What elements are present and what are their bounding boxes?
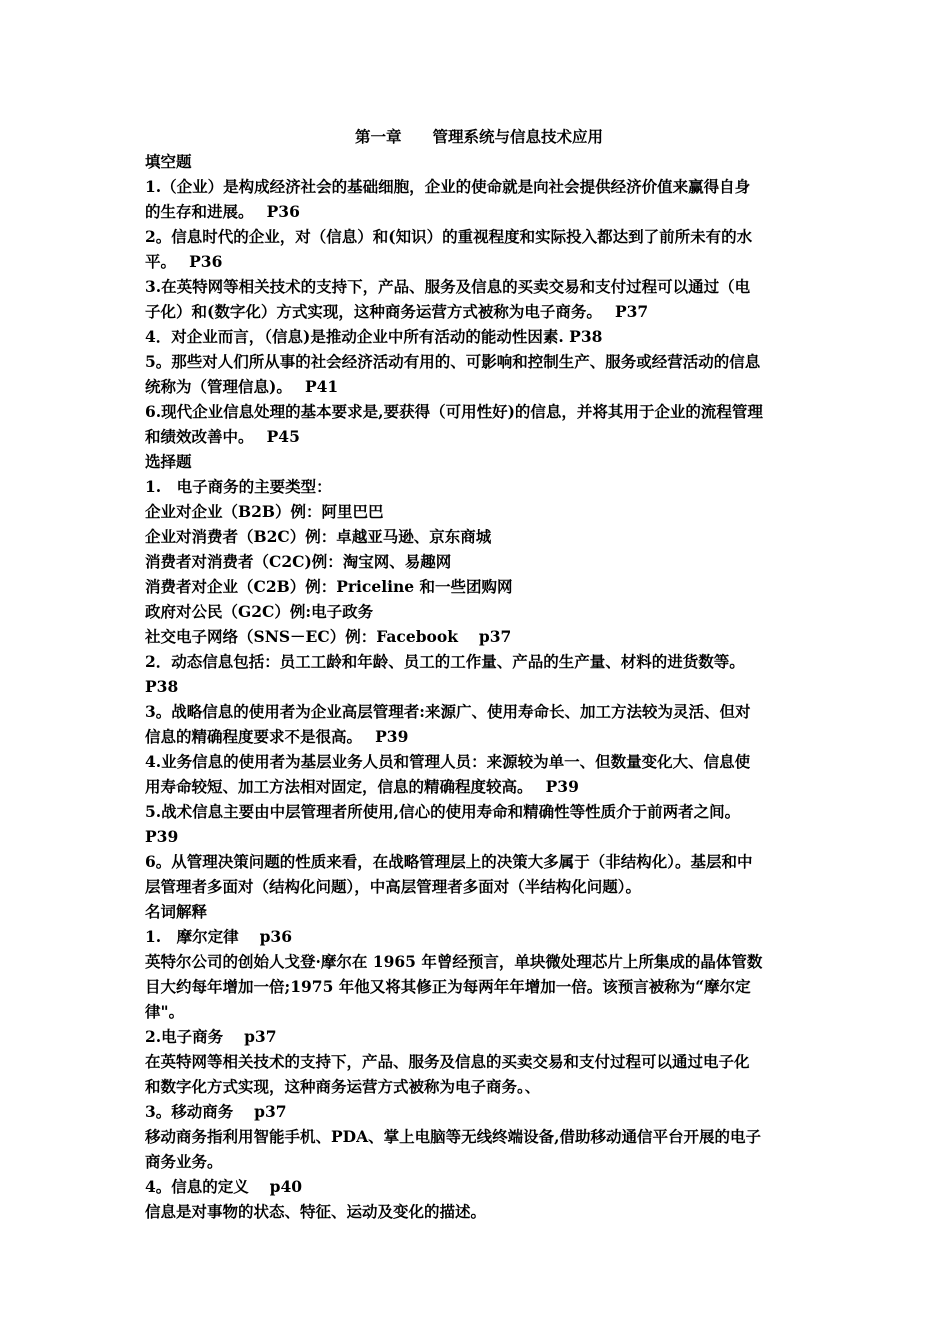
text-line: 6.现代企业信息处理的基本要求是,要获得（可用性好)的信息，并将其用于企业的流程管理	[145, 402, 763, 421]
text-line: 6。从管理决策问题的性质来看，在战略管理层上的决策大多属于（非结构化）。基层和中	[145, 852, 753, 871]
text-line: 4．对企业而言，（信息)是推动企业中所有活动的能动性因素. P38	[145, 327, 603, 346]
text-line: 消费者对企业（C2B）例：Priceline 和一些团购网	[145, 577, 513, 596]
text-line: 政府对公民（G2C）例:电子政务	[145, 602, 374, 621]
text-line: 2。信息时代的企业，对（信息）和(知识）的重视程度和实际投入都达到了前所未有的水	[145, 227, 753, 246]
text-line: 律"。	[145, 1002, 185, 1021]
text-line: 1.（企业）是构成经济社会的基础细胞，企业的使命就是向社会提供经济价值来赢得自身	[145, 177, 751, 196]
text-line: 选择题	[145, 452, 192, 471]
text-line: 3。战略信息的使用者为企业高层管理者:来源广、使用寿命长、加工方法较为灵活、但对	[145, 702, 751, 721]
text-line: 1. 摩尔定律 p36	[145, 927, 292, 946]
text-line: 信息的精确程度要求不是很高。 P39	[145, 727, 409, 746]
text-line: 3.在英特网等相关技术的支持下，产品、服务及信息的买卖交易和支付过程可以通过（电	[145, 277, 751, 296]
document-page	[145, 124, 813, 1224]
text-line: 填空题	[145, 152, 192, 171]
text-line: 企业对企业（B2B）例：阿里巴巴	[145, 502, 384, 521]
text-line: 信息是对事物的状态、特征、运动及变化的描述。	[145, 1202, 487, 1221]
text-line: 英特尔公司的创始人戈登·摩尔在 1965 年曾经预言，单块微处理芯片上所集成的晶体管数	[145, 952, 763, 971]
text-line: 移动商务指利用智能手机、PDA、掌上电脑等无线终端设备,借助移动通信平台开展的电子	[145, 1127, 762, 1146]
text-line: 用寿命较短、加工方法相对固定，信息的精确程度较高。 P39	[145, 777, 579, 796]
text-line: 2.电子商务 p37	[145, 1027, 277, 1046]
text-line: P39	[145, 827, 179, 846]
text-line: 和绩效改善中。 P45	[145, 427, 300, 446]
text-line: 在英特网等相关技术的支持下，产品、服务及信息的买卖交易和支付过程可以通过电子化	[145, 1052, 750, 1071]
text-line: 5.战术信息主要由中层管理者所使用,信心的使用寿命和精确性等性质介于前两者之间。	[145, 802, 741, 821]
text-line: 3。移动商务 p37	[145, 1102, 287, 1121]
text-line: 的生存和进展。 P36	[145, 202, 300, 221]
text-line: 2．动态信息包括：员工工龄和年龄、员工的工作量、产品的生产量、材料的进货数等。	[145, 652, 745, 671]
text-line: P38	[145, 677, 179, 696]
text-line: 4。信息的定义 p40	[145, 1177, 303, 1196]
text-line: 目大约每年增加一倍;1975 年他又将其修正为每两年年增加一倍。该预言被称为“摩尔定	[145, 977, 751, 996]
text-line: 社交电子网络（SNS－EC）例：Facebook p37	[145, 627, 512, 646]
chapter-title: 第一章 管理系统与信息技术应用	[354, 127, 603, 146]
text-line: 和数字化方式实现，这种商务运营方式被称为电子商务。、	[145, 1077, 541, 1096]
text-line: 层管理者多面对（结构化问题），中高层管理者多面对（半结构化问题）。	[145, 877, 642, 896]
text-line: 企业对消费者（B2C）例：卓越亚马逊、京东商城	[145, 527, 492, 546]
text-line: 子化）和(数字化）方式实现，这种商务运营方式被称为电子商务。 P37	[145, 302, 649, 321]
text-line: 商务业务。	[145, 1152, 223, 1171]
text-line: 4.业务信息的使用者为基层业务人员和管理人员：来源较为单一、但数量变化大、信息使	[145, 752, 751, 771]
document-body	[145, 149, 813, 1224]
text-line: 消费者对消费者（C2C)例：淘宝网、易趣网	[145, 552, 452, 571]
text-line: 名词解释	[145, 902, 208, 921]
text-line: 统称为（管理信息)。 P41	[145, 377, 339, 396]
text-line: 1. 电子商务的主要类型：	[145, 477, 332, 496]
text-line: 平。 P36	[145, 252, 223, 271]
text-line: 5。那些对人们所从事的社会经济活动有用的、可影响和控制生产、服务或经营活动的信息	[145, 352, 761, 371]
